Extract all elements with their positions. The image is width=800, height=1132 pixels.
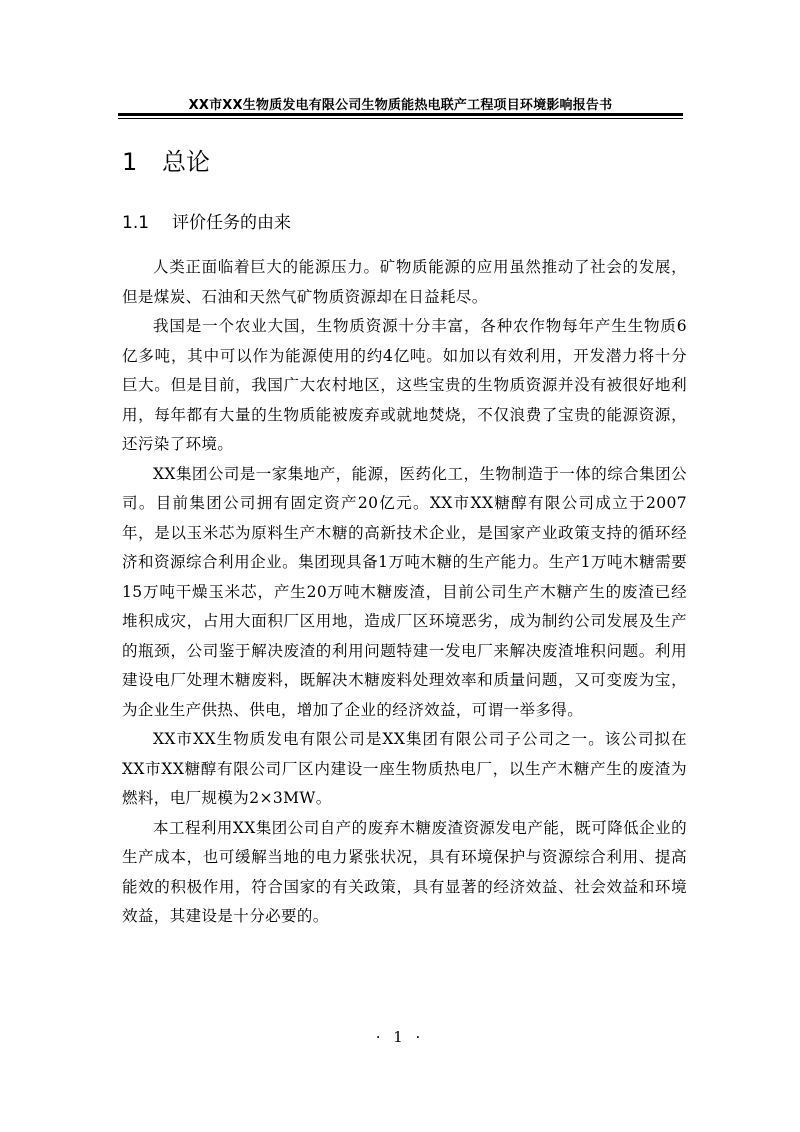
chapter-heading [122,142,210,177]
paragraph-project-benefits: 本工程利用XX集团公司自产的废弃木糖废渣资源发电产能，既可降低企业的生产成本，也可缓解当地的电力紧张状况，具有环境保护与资源综合利用、提高能效的积极作用，符合国家的有关政策，具有显著的经济效益、社会效益和环境效益，其建设是十分必要的。 [122,818,687,925]
body-text [122,253,687,932]
chapter-number: 1 [122,148,138,176]
report-header-title: XX市XX生物质发电有限公司生物质能热电联产工程项目环境影响报告书 [188,98,613,113]
paragraph-biomass-resources: 我国是一个农业大国，生物质资源十分丰富，各种农作物每年产生生物质6亿多吨，其中可以作为能源使用的约4亿吨。如加以有效利用，开发潜力将十分巨大。但是目前，我国广大农村地区，这些宝贵的生物质资源并没有被很好地利用，每年都有大量的生物质能被废弃或就地焚烧，不仅浪费了宝贵的能源资源，还污染了环境。 [122,317,687,453]
page-number: · 1 · [375,1028,425,1046]
section-number: 1.1 [122,213,150,233]
section-heading [122,208,291,233]
chapter-title: 总论 [162,148,210,176]
paragraph-group-company: XX集团公司是一家集地产，能源，医药化工，生物制造于一体的综合集团公司。目前集团公司拥有固定资产20亿元。XX市XX糖醇有限公司成立于2007年，是以玉米芯为原料生产木糖的高新技术企业，是国家产业政策支持的循环经济和资源综合利用企业。集团现具备1万吨木糖的生产能力。生产1万吨木糖需要15万吨干燥玉米芯，产生20万吨木糖废渣，目前公司生产木糖产生的废渣已经堆积成灾，占用大面积厂区用地，造成厂区环境恶劣，成为制约公司发展及生产的瓶颈，公司鉴于解决废渣的利用问题特建一发电厂来解决废渣堆积问题。利用建设电厂处理木糖废料，既解决木糖废料处理效率和质量问题，又可变废为宝，为企业生产供热、供电，增加了企业的经济效益，可谓一举多得。 [122,464,687,719]
section-title: 评价任务的由来 [172,213,291,233]
paragraph-subsidiary: XX市XX生物质发电有限公司是XX集团有限公司子公司之一。该公司拟在XX市XX糖醇有限公司厂区内建设一座生物质热电厂，以生产木糖产生的废渣为燃料，电厂规模为2×3MW。 [122,730,687,807]
header-rule-thin [118,118,683,119]
paragraph-energy-pressure: 人类正面临着巨大的能源压力。矿物质能源的应用虽然推动了社会的发展，但是煤炭、石油和天然气矿物质资源却在日益耗尽。 [122,258,687,306]
header-rule-thick [118,113,683,116]
